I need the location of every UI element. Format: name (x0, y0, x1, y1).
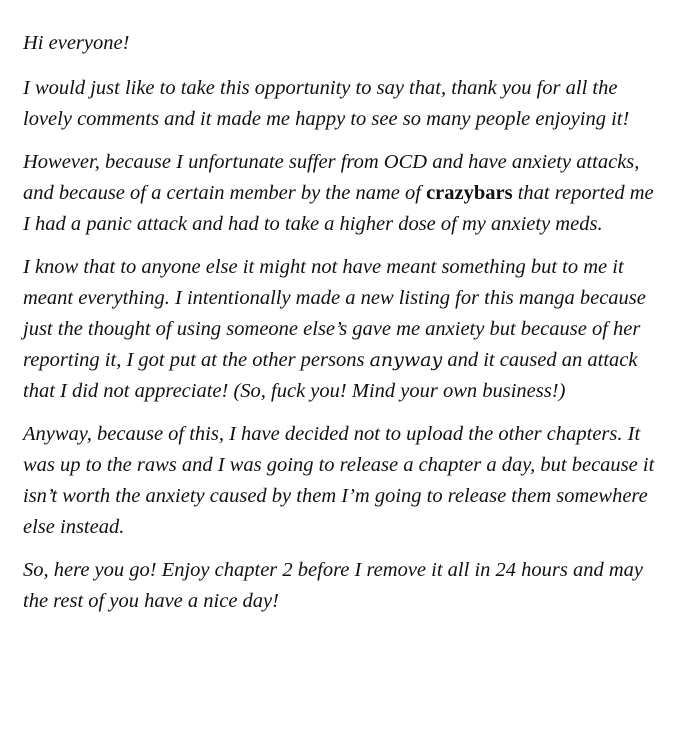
listing-text-end: and it caused an attack that I did not appreciate! (So, fuck you! Mind your own business!) (23, 349, 638, 402)
anxiety-paragraph (23, 147, 663, 240)
message-body (23, 28, 663, 629)
listing-text-start: I know that to anyone else it might not have meant something but to me it meant everything. I intentionally made a new listing for this manga because just the thought of using someone else’s gave me anxiety but because of her reporting it, I got put at the other persons (23, 256, 646, 371)
decision-paragraph: Anyway, because of this, I have decided not to upload the other chapters. It was up to the raws and I was going to release a chapter a day, but because it isn’t worth the anxiety caused by them I’m going to release them somewhere else instead. (23, 423, 655, 538)
anxiety-text-end: that reported me I had a panic attack and had to take a higher dose of my anxiety meds. (23, 182, 654, 235)
greeting-line: Hi everyone! (23, 32, 130, 54)
anxiety-text-start: However, because I unfortunate suffer from OCD and have anxiety attacks, and because of a certain member by the name of (23, 151, 640, 204)
listing-paragraph (23, 252, 663, 407)
closing-paragraph: So, here you go! Enjoy chapter 2 before I remove it all in 24 hours and may the rest of you have a nice day! (23, 559, 643, 612)
emphasized-word: anyway (369, 349, 443, 371)
thanks-paragraph: I would just like to take this opportunity to say that, thank you for all the lovely comments and it made me happy to see so many people enjoying it! (23, 77, 630, 130)
username: crazybars (426, 182, 513, 204)
